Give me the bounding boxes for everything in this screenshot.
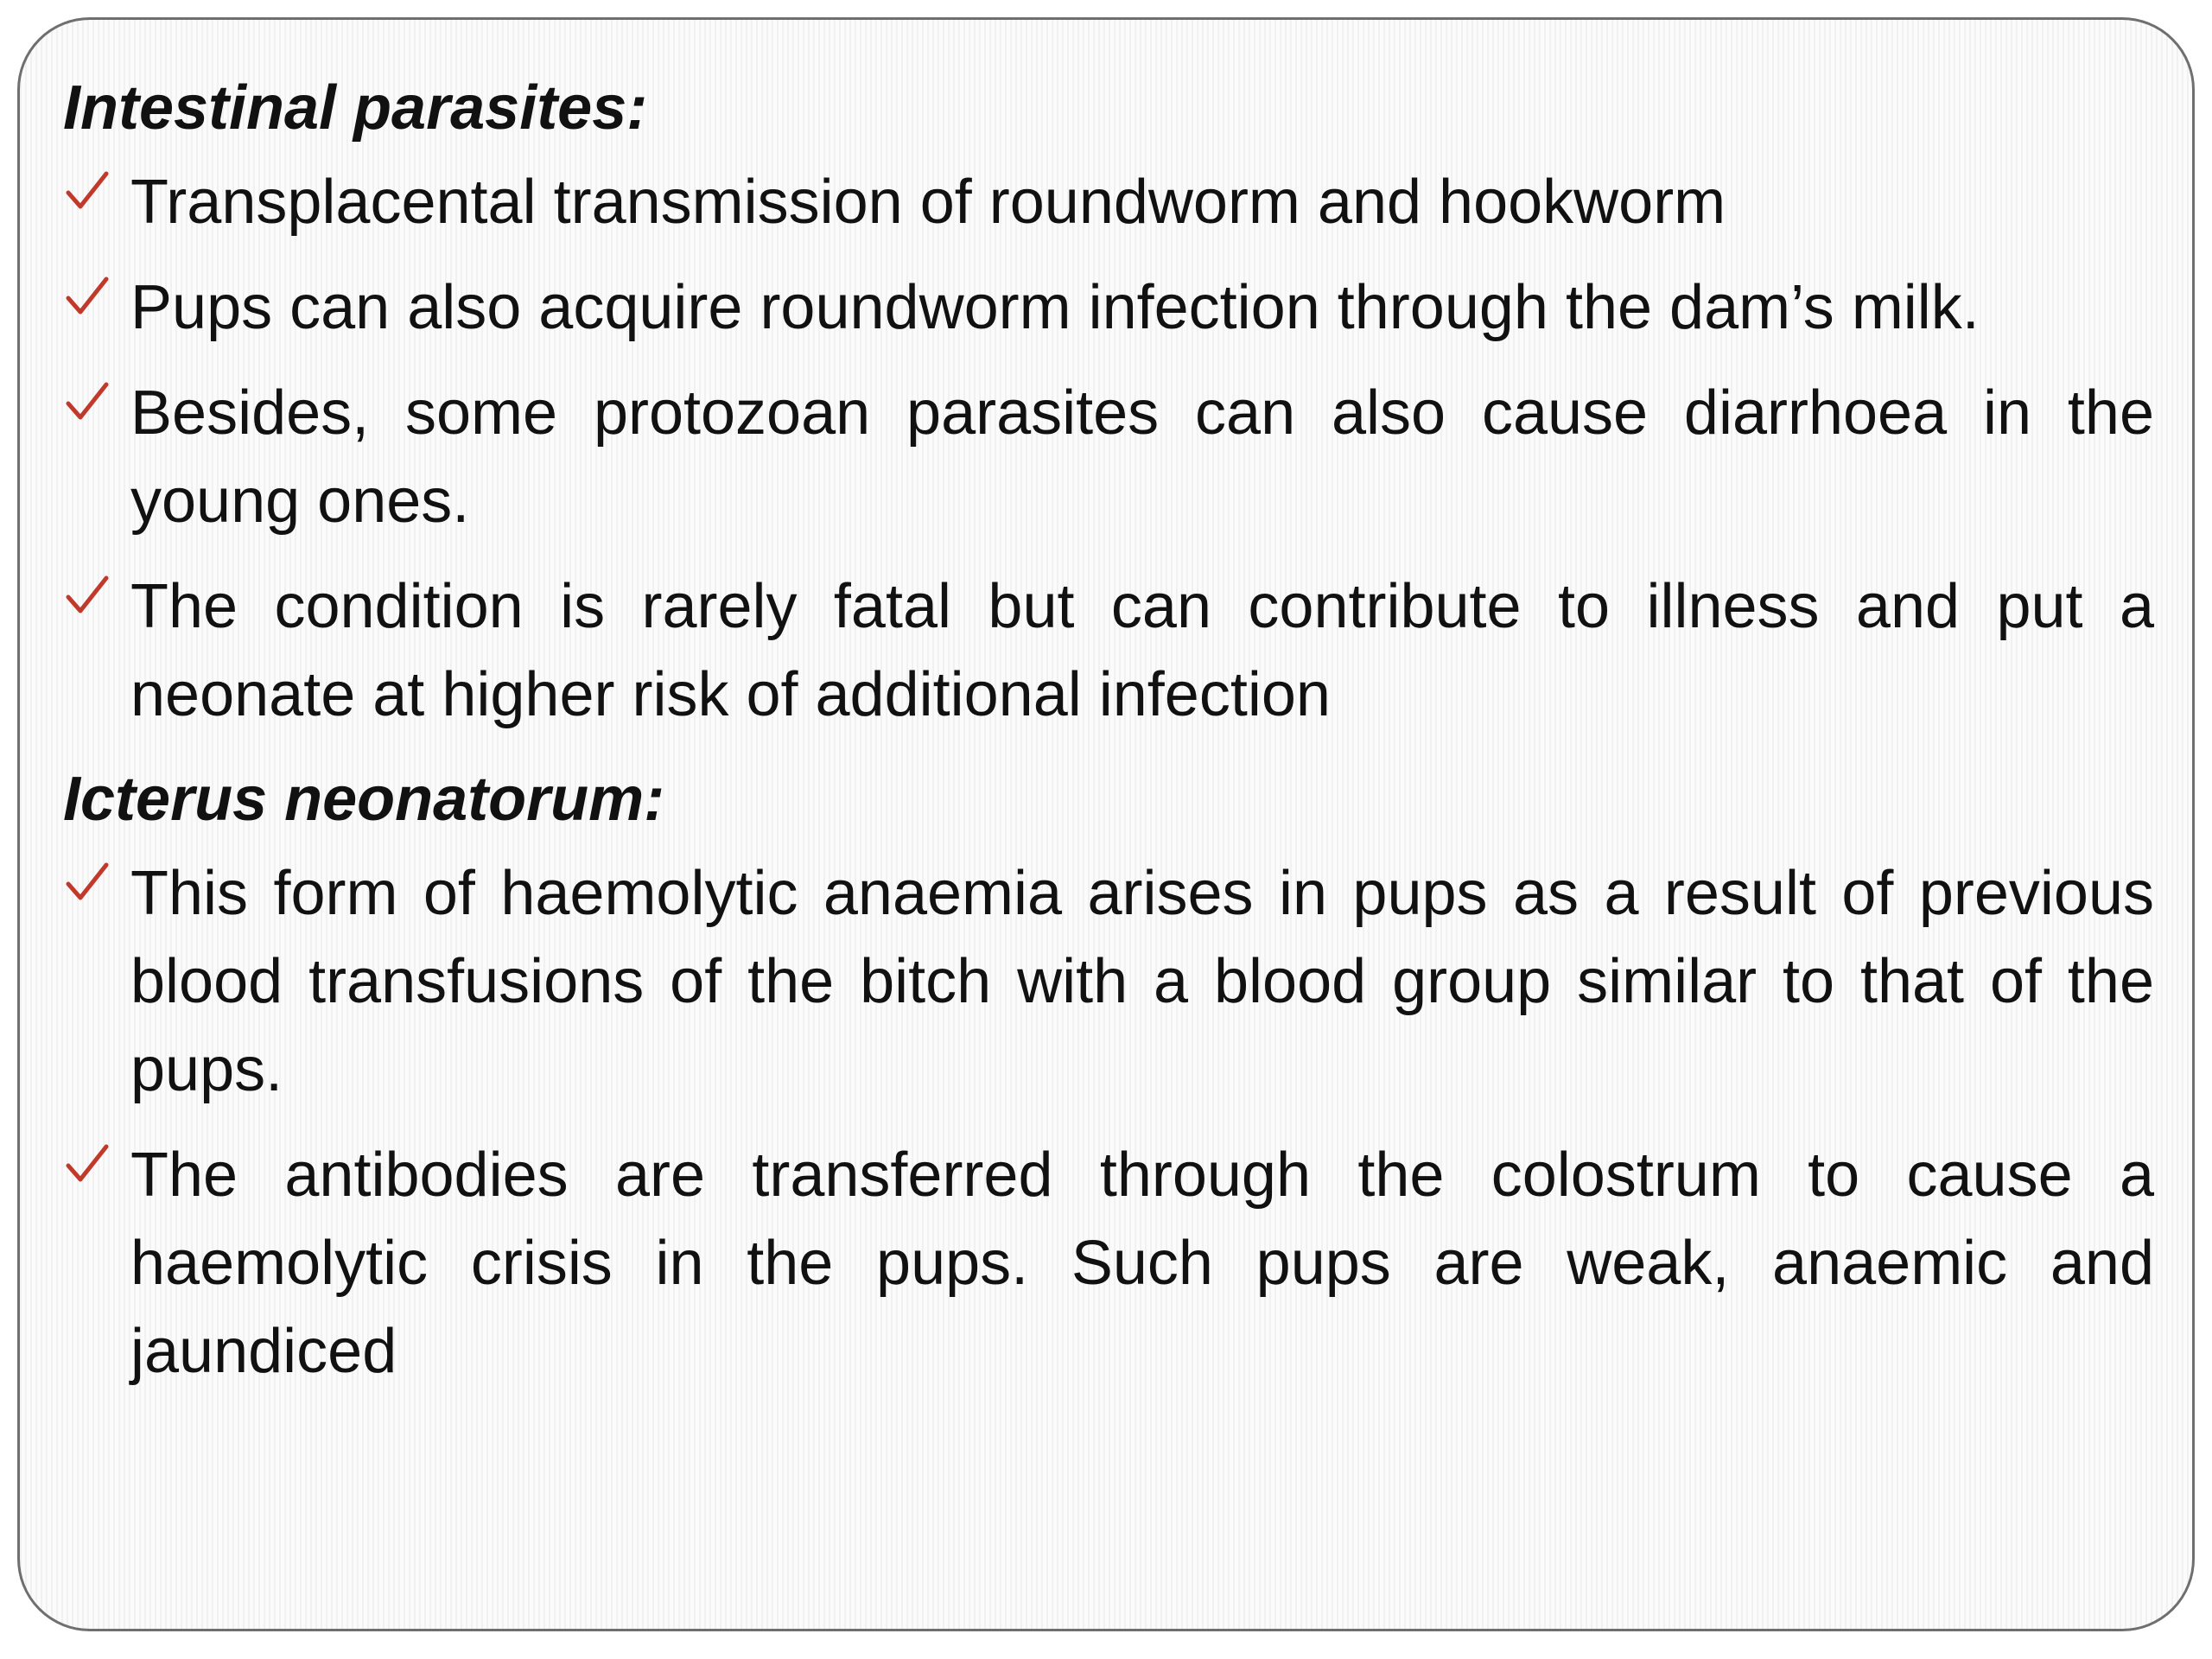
bullet-item [63,369,2154,545]
bullet-text: This form of haemolytic anaemia arises in pups as a result of previous blood transfusions of the bitch with a blood group similar to that of the pups. [130,859,2154,1104]
bullet-item [63,1131,2154,1395]
bullet-item [63,849,2154,1114]
bullet-text: The antibodies are transferred through the colostrum to cause a haemolytic crisis in the pups. Such pups are weak, anaemic and jaundiced [130,1141,2154,1386]
bullet-item [63,158,2154,246]
bullet-text: Besides, some protozoan parasites can also cause diarrhoea in the young ones. [130,378,2154,536]
bullet-item [63,264,2154,352]
check-icon [63,1140,111,1188]
bullet-item [63,563,2154,739]
bullet-text: Transplacental transmission of roundworm and hookworm [130,168,1726,237]
check-icon [63,858,111,906]
bullet-text: The condition is rarely fatal but can contribute to illness and put a neonate at higher risk of additional infection [130,572,2154,729]
check-icon [63,167,111,215]
slide-content [63,65,2154,1413]
check-icon [63,378,111,426]
section-heading-icterus-neonatorum: Icterus neonatorum: [63,765,665,834]
check-icon [63,272,111,321]
section-heading-intestinal-parasites: Intestinal parasites: [63,73,648,143]
bullet-text: Pups can also acquire roundworm infection through the dam’s milk. [130,273,1980,342]
check-icon [63,571,111,620]
slide-frame [17,17,2195,1631]
